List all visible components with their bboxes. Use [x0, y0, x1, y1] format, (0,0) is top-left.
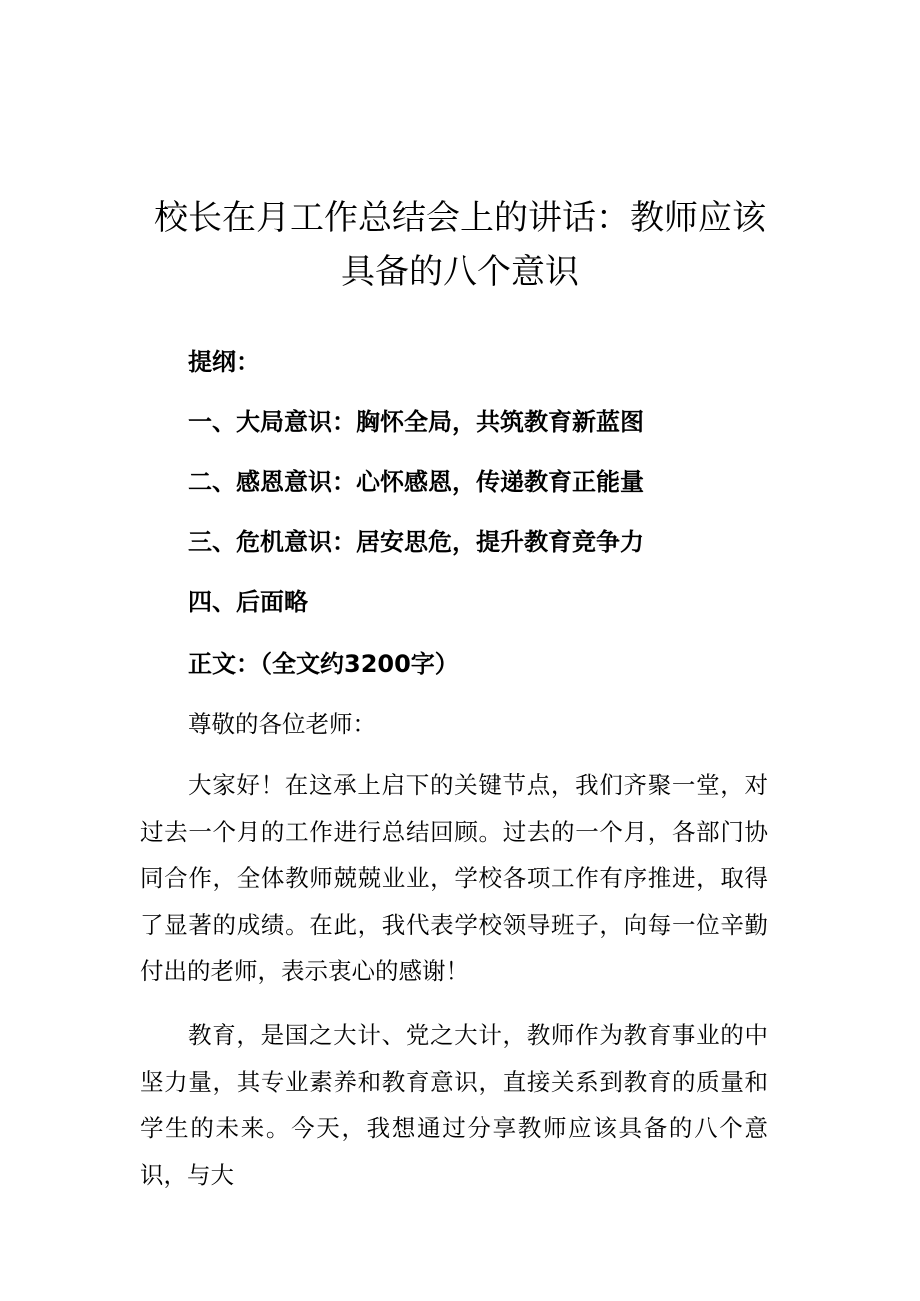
- outline-item-3: 三、危机意识：居安思危，提升教育竞争力: [188, 528, 644, 556]
- outline-heading: 提纲：: [188, 348, 260, 376]
- outline-item-1: 一、大局意识：胸怀全局，共筑教育新蓝图: [188, 408, 644, 436]
- paragraph-1: 大家好！在这承上启下的关键节点，我们齐聚一堂，对过去一个月的工作进行总结回顾。过去的一个月，各部门协同合作，全体教师兢兢业业，学校各项工作有序推进，取得了显著的成绩。在此，我代表学校领导班子，向每一位辛勤付出的老师，表示衷心的感谢！: [140, 771, 768, 985]
- outline-item-4: 四、后面略: [188, 588, 308, 616]
- paragraph-2: 教育，是国之大计、党之大计，教师作为教育事业的中坚力量，其专业素养和教育意识，直接关系到教育的质量和学生的未来。今天，我想通过分享教师应该具备的八个意识，与大: [140, 1021, 768, 1189]
- title-line-1: 校长在月工作总结会上的讲话：教师应该: [154, 197, 766, 238]
- title-line-2: 具备的八个意识: [341, 251, 579, 292]
- document-title: [140, 191, 780, 299]
- greeting: 尊敬的各位老师：: [188, 710, 376, 738]
- body-label: 正文：（全文约3200字）: [188, 650, 459, 678]
- outline-item-2: 二、感恩意识：心怀感恩，传递教育正能量: [188, 468, 644, 496]
